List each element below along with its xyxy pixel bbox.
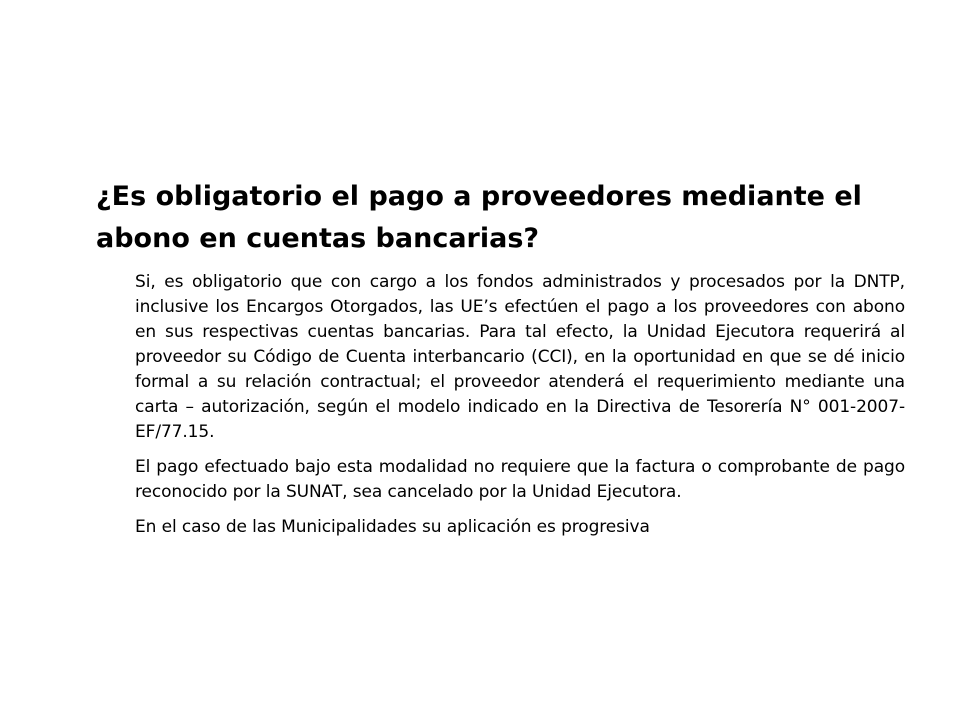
slide-body (135, 270, 905, 550)
slide-title: ¿Es obligatorio el pago a proveedores mediante el abono en cuentas bancarias? (96, 181, 862, 254)
paragraph-obligation: Si, es obligatorio que con cargo a los fondos administrados y procesados por la DNTP, inclusive los Encargos Otorgados, las UE’s efectúen el pago a los proveedores con abono en sus respectivas cuentas bancarias. Para tal efecto, la Unidad Ejecutora requerirá al proveedor su Código de Cuenta interbancario (CCI), en la oportunidad en que se dé inicio formal a su relación contractual; el proveedor atenderá el requerimiento mediante una carta – autorización, según el modelo indicado en la Directiva de Tesorería N° 001-2007-EF/77.15. (135, 272, 905, 442)
paragraph-payment-modality: El pago efectuado bajo esta modalidad no requiere que la factura o comprobante de pago reconocido por la SUNAT, sea cancelado por la Unidad Ejecutora. (135, 457, 905, 502)
paragraph-municipalities: En el caso de las Municipalidades su aplicación es progresiva (135, 517, 650, 537)
